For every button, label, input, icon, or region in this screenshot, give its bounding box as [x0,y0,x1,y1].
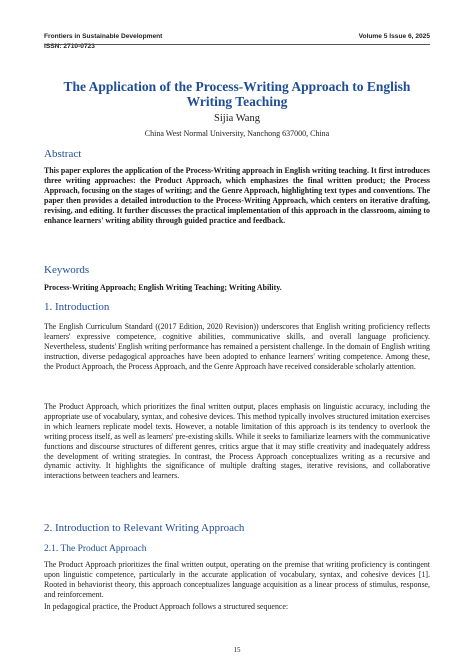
subsection-2-1-heading: 2.1. The Product Approach [44,544,147,554]
abstract-text: This paper explores the application of the Process-Writing approach in English writing teaching. It first introduces three writing approaches: the Product Approach, which emphasizes the final written product; the Process Approach, focusing on the stages of writing; and the Genre Approach, highlighting text types and conventions. The paper then provides a detailed introduction to the Process-Writing Approach, which centers on iterative drafting, revising, and editing. It further discusses the practical implementation of this approach in the classroom, aiming to enhance learners' writing ability through guided practice and feedback. [44,166,430,225]
abstract-heading: Abstract [44,148,82,160]
keywords-heading: Keywords [44,264,90,276]
author: Sijia Wang [214,113,260,124]
section-1-heading: 1. Introduction [44,301,110,313]
section-1-paragraph-1: The English Curriculum Standard ((2017 Edition, 2020 Revision)) underscores that English writing proficiency reflects learners' expressive competence, cognitive abilities, communicative skills, and overall language proficiency. Nevertheless, students' English writing performance has remained a persistent challenge. In the domain of English writing instruction, diverse pedagogical approaches have been adopted to enhance learners' writing competence. Among these, the Product Approach, the Process Approach, and the Genre Approach have received considerable scholarly attention. [44,322,430,371]
volume-issue: Volume 5 Issue 6, 2025 [358,33,430,40]
section-1-paragraph-2: The Product Approach, which prioritizes the final written output, places emphasis on linguistic accuracy, including the appropriate use of vocabulary, syntax, and cohesive devices. This method typically involves structured imitation exercises in which learners replicate model texts. However, a notable limitation of this approach is its tendency to overlook the writing process itself, as well as learners' pre-existing skills. While it seeks to familiarize learners with the communicative functions and discourse structures of different genres, critics argue that it may stifle creativity and inadequately address the development of writing strategies. In contrast, the Process Approach conceptualizes writing as a recursive and dynamic activity. It highlights the significance of multiple drafting stages, iterative revisions, and collaborative interactions between teachers and learners. [44,402,430,481]
journal-name: Frontiers in Sustainable Development [44,33,163,40]
section-2-heading: 2. Introduction to Relevant Writing Approach [44,522,245,534]
issn: ISSN: 2710-0723 [44,43,95,50]
paper-title: The Application of the Process-Writing Approach to English Writing Teaching [63,79,411,109]
header-rule [44,44,430,45]
running-header [44,33,430,50]
subsection-2-1-paragraph-2: In pedagogical practice, the Product Approach follows a structured sequence: [44,602,289,611]
page-number: 15 [233,646,241,654]
subsection-2-1-paragraph-1: The Product Approach prioritizes the final written output, operating on the premise that writing proficiency is contingent upon linguistic competence, particularly in the accurate application of vocabulary, syntax, and cohesive devices [1]. Rooted in behaviorist theory, this approach conceptualizes language acquisition as a linear process of stimulus, response, and reinforcement. [44,560,430,599]
keywords-text: Process-Writing Approach; English Writing Teaching; Writing Ability. [44,283,282,292]
affiliation: China West Normal University, Nanchong 637000, China [144,129,330,138]
